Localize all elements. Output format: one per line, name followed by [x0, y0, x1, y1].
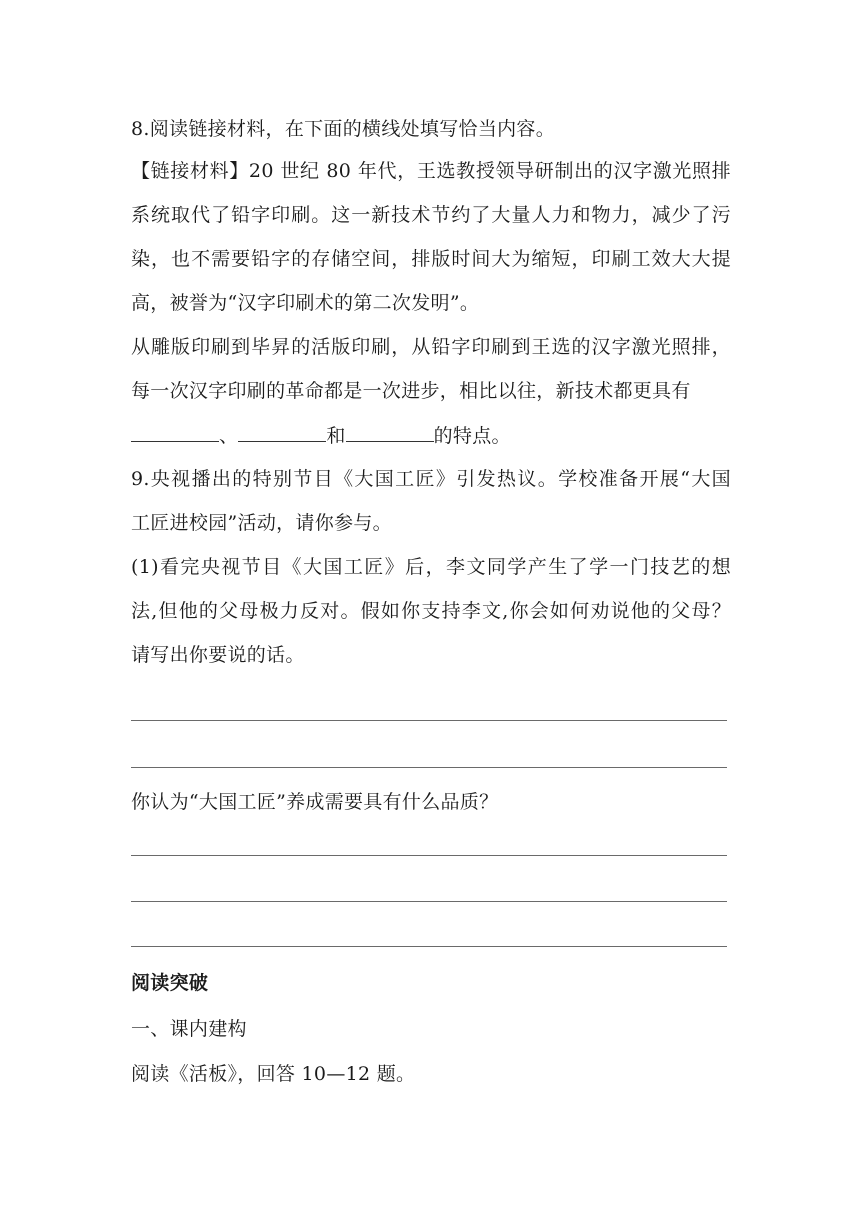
sub-question-2: 你认为“大国工匠”养成需要具有什么品质？: [131, 791, 499, 813]
reading-instruction: 阅读《活板》，回答 10—12 题。: [131, 1063, 416, 1085]
question-9-prompt-line-2: 工匠进校园”活动，请你参与。: [131, 512, 392, 534]
separator-2: 和: [326, 425, 346, 447]
answer-line-5[interactable]: [131, 946, 727, 947]
fill-line-tail: 的特点。: [433, 425, 511, 447]
sub-question-1-line-3: 请写出你要说的话。: [131, 644, 305, 666]
part-heading: 一、课内建构: [131, 1018, 247, 1040]
question-9-prompt-line-1: 9.央视播出的特别节目《大国工匠》引发热议。学校准备开展“大国: [131, 468, 731, 490]
answer-blank-3[interactable]: [346, 423, 434, 442]
material-line-5: 从雕版印刷到毕昇的活版印刷，从铅字印刷到王选的汉字激光照排，: [131, 336, 731, 358]
material-line-2: 系统取代了铅字印刷。这一新技术节约了大量人力和物力，减少了污: [131, 204, 731, 226]
answer-blank-1[interactable]: [131, 423, 219, 442]
section-heading: 阅读突破: [131, 972, 209, 994]
sub-question-1-line-1: (1)看完央视节目《大国工匠》后，李文同学产生了学一门技艺的想: [131, 556, 731, 578]
answer-line-1[interactable]: [131, 720, 727, 721]
answer-line-2[interactable]: [131, 767, 727, 768]
material-line-4: 高，被誉为“汉字印刷术的第二次发明”。: [131, 292, 480, 314]
answer-blank-2[interactable]: [238, 423, 326, 442]
material-line-1: 【链接材料】20 世纪 80 年代，王选教授领导研制出的汉字激光照排: [131, 160, 731, 182]
answer-line-3[interactable]: [131, 855, 727, 856]
material-line-3: 染，也不需要铅字的存储空间，排版时间大为缩短，印刷工效大大提: [131, 248, 731, 270]
sub-question-1-line-2: 法,但他的父母极力反对。假如你支持李文,你会如何劝说他的父母？: [131, 600, 731, 622]
separator-1: 、: [219, 425, 239, 447]
material-line-6: 每一次汉字印刷的革命都是一次进步，相比以往，新技术都更具有: [131, 380, 691, 402]
answer-line-4[interactable]: [131, 901, 727, 902]
fill-in-line: [131, 423, 731, 448]
question-8-prompt: 8.阅读链接材料，在下面的横线处填写恰当内容。: [131, 118, 556, 140]
